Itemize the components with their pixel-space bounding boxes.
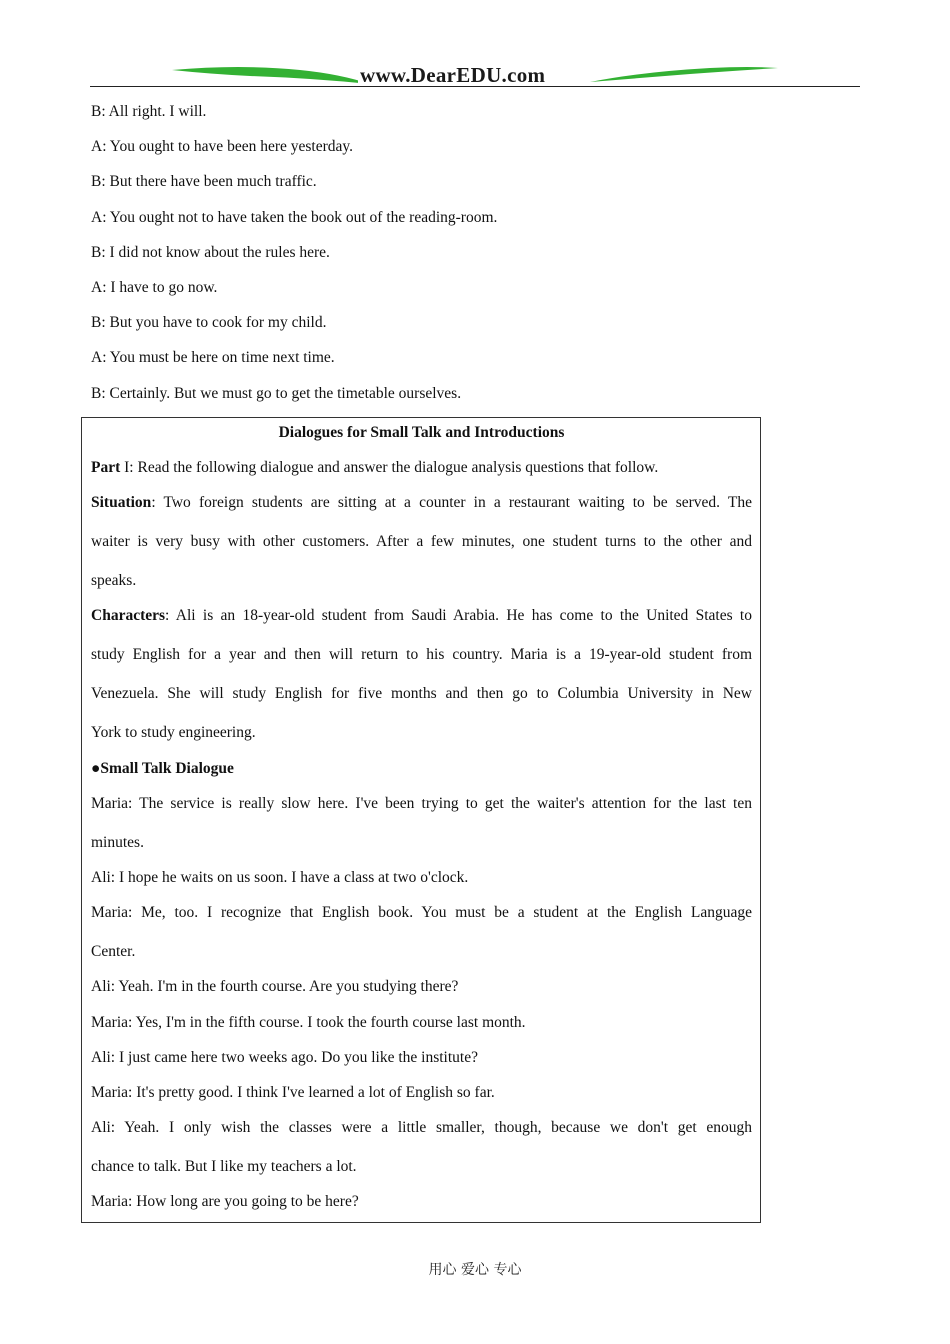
dialogue-turn (91, 902, 752, 976)
situation-line: speaks. (91, 572, 137, 590)
dialogue-line: Center. (91, 943, 136, 961)
page-footer: 用心 爱心 专心 (428, 1262, 522, 1278)
characters-line: Venezuela. She will study English for five months and then go to Columbia University in New (91, 685, 752, 703)
pre-dialogue (91, 101, 771, 418)
dialogue-box (81, 417, 761, 1223)
dialogue-turn: Maria: How long are you going to be here? (91, 1193, 359, 1211)
page-header (90, 62, 860, 90)
dialogue-turn: Ali: I just came here two weeks ago. Do you like the institute? (91, 1048, 478, 1066)
dialogue-turn (91, 1117, 752, 1191)
box-title: Dialogues for Small Talk and Introductions (278, 424, 565, 441)
dialogue-line: minutes. (91, 833, 144, 851)
situation-line: : Two foreign students are sitting at a counter in a restaurant waiting to be served. The (151, 494, 752, 512)
dialogue-line: A: You ought not to have taken the book out of the reading-room. (91, 208, 498, 226)
dialogue-turn: Ali: Yeah. I'm in the fourth course. Are you studying there? (91, 978, 459, 996)
dialogue-line: B: All right. I will. (91, 103, 207, 120)
dialogue-line: A: You ought to have been here yesterday. (91, 138, 354, 156)
characters-label: Characters (91, 607, 166, 625)
logo-text: www.DearEDU.com (360, 63, 546, 87)
small-talk-heading: ●Small Talk Dialogue (91, 759, 234, 777)
dialogue-turn (91, 793, 752, 867)
dialogue-turn: Maria: It's pretty good. I think I've learned a lot of English so far. (91, 1083, 495, 1101)
dialogue-line: A: You must be here on time next time. (91, 349, 335, 367)
dialogue-turn: Ali: I hope he waits on us soon. I have a class at two o'clock. (91, 868, 469, 886)
dialogue-line: Maria: Me, too. I recognize that English book. You must be a student at the English Language (91, 904, 752, 922)
situation-label: Situation (91, 494, 152, 512)
dialogue-line: Maria: The service is really slow here. I've been trying to get the waiter's attention for the last ten (91, 794, 752, 812)
part-label: Part (91, 459, 121, 476)
dialogue-line: B: But there have been much traffic. (91, 173, 317, 191)
characters-line: : Ali is an 18-year-old student from Saudi Arabia. He has come to the United States to (165, 607, 752, 625)
characters-paragraph (91, 605, 752, 757)
dialogue-line: B: But you have to cook for my child. (91, 314, 327, 332)
part-text: I: Read the following dialogue and answer the dialogue analysis questions that follow. (120, 459, 659, 476)
header-rule (90, 86, 860, 87)
dialogue-line: chance to talk. But I like my teachers a lot. (91, 1158, 357, 1176)
situation-paragraph (91, 492, 752, 605)
dialogue-turn: Maria: Yes, I'm in the fifth course. I took the fourth course last month. (91, 1013, 526, 1031)
situation-line: waiter is very busy with other customers. After a few minutes, one student turns to the other and (91, 533, 752, 551)
part-instruction (91, 457, 752, 492)
dialogue-line: B: Certainly. But we must go to get the timetable ourselves. (91, 384, 462, 402)
dialogue-line: Ali: Yeah. I only wish the classes were a little smaller, though, because we don't get enough (91, 1119, 752, 1137)
characters-line: study English for a year and then will return to his country. Maria is a 19-year-old student from (91, 646, 752, 664)
dialogue-line: B: I did not know about the rules here. (91, 243, 330, 261)
characters-line: York to study engineering. (91, 724, 256, 742)
dialogue-line: A: I have to go now. (91, 278, 218, 296)
